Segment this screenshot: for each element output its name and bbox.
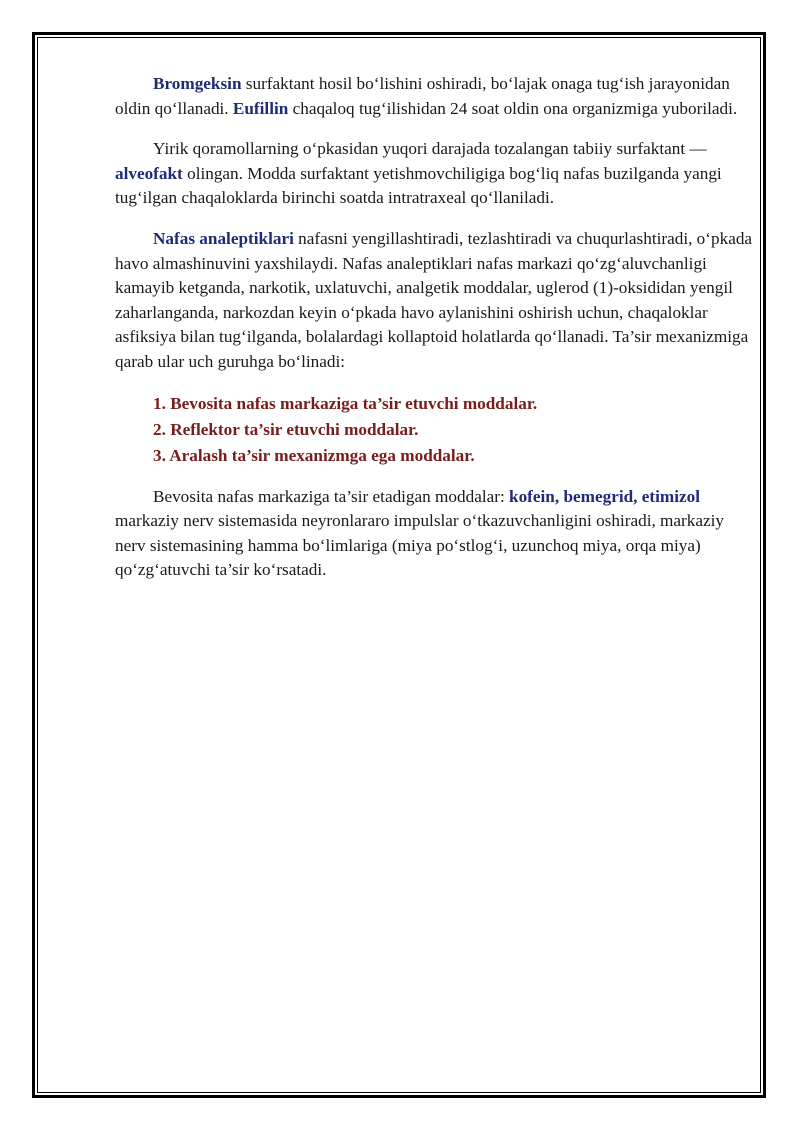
groups-list: [115, 391, 755, 469]
paragraph-text: nafasni yengillashtiradi, tezlashtiradi va chuqurlashtiradi, o‘pkada havo almashinuvini yaxshilaydi. Nafas analeptiklari nafas markazi qo‘zg‘aluvchanligi kamayib ketganda, narkotik, uxlatuvchi, analgetik moddalar, uglerod (1)-oksididan yengil zaharlanganda, narkozdan keyin o‘pkada havo aylanishini oshirish uchun, chaqaloklar asfiksiya bilan tug‘ilganda, bolalardagi kollaptoid holatlarda qo‘llanadi. Ta’sir mexanizmiga qarab ular uch guruhga bo‘linadi:: [115, 228, 753, 371]
term-nafas-analeptiklari: Nafas analeptiklari: [153, 228, 294, 248]
list-item: 3. Aralash ta’sir mexanizmga ega moddalar.: [153, 445, 475, 465]
list-item: 1. Bevosita nafas markaziga ta’sir etuvchi moddalar.: [153, 393, 538, 413]
paragraph-text: olingan. Modda surfaktant yetishmovchiligiga bog‘liq nafas buzilganda yangi tug‘ilgan chaqaloklarda birinchi soatda intratraxeal qo‘llaniladi.: [115, 163, 722, 208]
paragraph-alveofakt: [115, 137, 755, 211]
paragraph-nafas-analeptiklari: [115, 227, 755, 375]
term-alveofakt: alveofakt: [115, 163, 183, 183]
term-kofein-bemegrid-etimizol: kofein, bemegrid, etimizol: [509, 486, 700, 506]
term-bromgeksin: Bromgeksin: [153, 74, 242, 93]
list-item: 2. Reflektor ta’sir etuvchi moddalar.: [153, 419, 419, 439]
paragraph-text: surfaktant hosil bo‘lishini oshiradi, bo‘lajak onaga tug‘ish jarayonidan oldin qo‘llanadi.: [115, 74, 730, 118]
paragraph-text: markaziy nerv sistemasida neyronlararo impulslar o‘tkazuvchanligini oshiradi, markaziy nerv sistemasining hamma bo‘limlariga (miya po‘stlog‘i, uzunchoq miya, orqa miya) qo‘zg‘atuvchi ta’sir ko‘rsatadi.: [115, 511, 724, 580]
paragraph-bevosita: [115, 485, 755, 583]
term-eufillin: Eufillin: [232, 98, 289, 118]
paragraph-text: chaqaloq tug‘ilishidan 24 soat oldin ona organizmiga yuboriladi.: [288, 98, 738, 118]
paragraph-text: Bevosita nafas markaziga ta’sir etadigan moddalar:: [153, 486, 510, 506]
document-body: [115, 72, 755, 599]
paragraph-text: Yirik qoramollarning o‘pkasidan yuqori darajada tozalangan tabiiy surfaktant —: [153, 139, 707, 159]
paragraph-bromgeksin: [115, 72, 755, 121]
